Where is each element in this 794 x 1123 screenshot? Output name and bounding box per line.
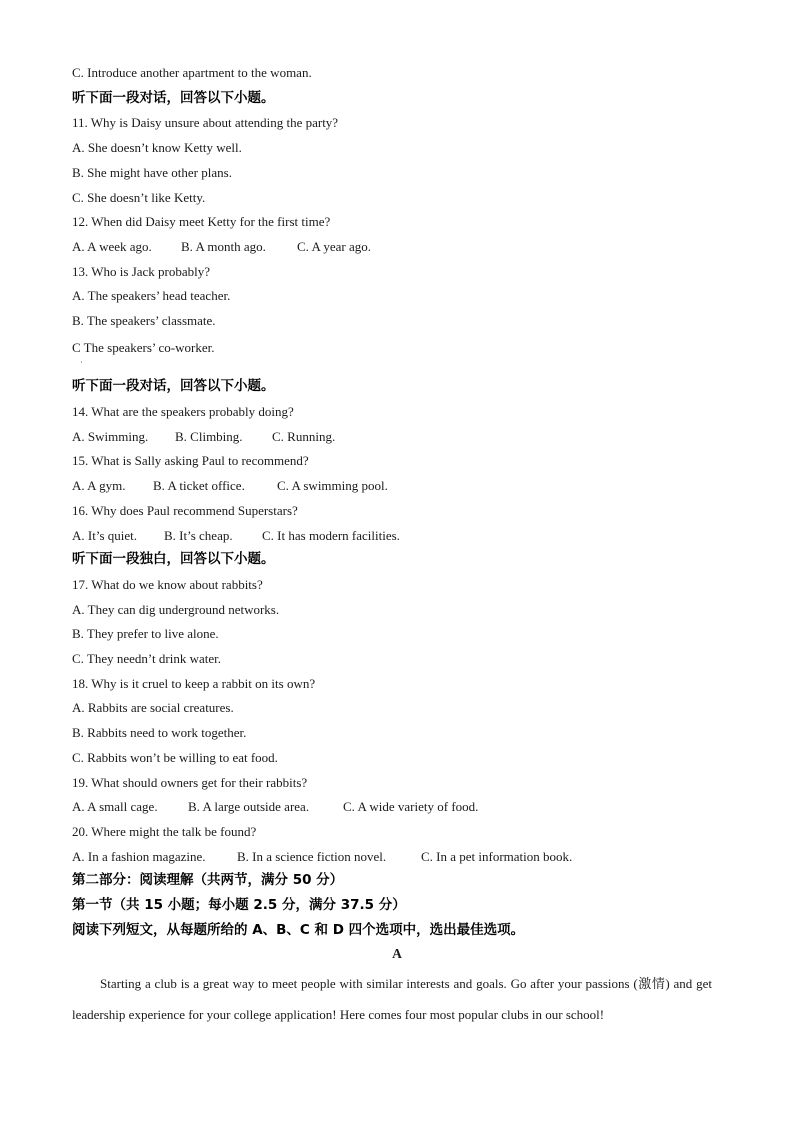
options-15 [72, 478, 388, 494]
options-12 [72, 239, 371, 255]
passage-text: Starting a club is a great way to meet people with similar interests and goals. Go after your passions (激情) and get leadership experience for your college application! Here comes four most popular clubs in our school! [72, 976, 712, 1022]
option-15a: A. A gym. [72, 478, 126, 493]
reading-instructions: 阅读下列短文，从每题所给的 A、B、C 和 D 四个选项中，选出最佳选项。 [72, 922, 525, 938]
question-15: 15. What is Sally asking Paul to recommend? [72, 453, 309, 468]
question-19: 19. What should owners get for their rabbits? [72, 775, 308, 790]
option-20c: C. In a pet information book. [421, 849, 573, 864]
option-15b: B. A ticket office. [153, 478, 245, 493]
section-heading-monologue: 听下面一段独白，回答以下小题。 [72, 551, 275, 567]
option-12a: A. A week ago. [72, 239, 152, 254]
option-16a: A. It’s quiet. [72, 528, 137, 543]
question-14: 14. What are the speakers probably doing? [72, 404, 294, 419]
option-12b: B. A month ago. [181, 239, 266, 254]
option-13a: A. The speakers’ head teacher. [72, 288, 231, 303]
option-14c: C. Running. [272, 429, 336, 444]
option-10c: C. Introduce another apartment to the woman. [72, 65, 312, 80]
part-two-heading: 第二部分：阅读理解（共两节，满分 50 分） [72, 872, 344, 888]
question-18: 18. Why is it cruel to keep a rabbit on its own? [72, 676, 316, 691]
option-11a: A. She doesn’t know Ketty well. [72, 140, 242, 155]
question-17: 17. What do we know about rabbits? [72, 577, 263, 592]
question-16: 16. Why does Paul recommend Superstars? [72, 503, 298, 518]
option-18b: B. Rabbits need to work together. [72, 725, 247, 740]
option-13b: B. The speakers’ classmate. [72, 313, 216, 328]
section-heading-dialogue: 听下面一段对话，回答以下小题。 [72, 378, 275, 394]
options-20 [72, 849, 572, 865]
section-heading-dialogue: 听下面一段对话，回答以下小题。 [72, 90, 275, 106]
option-14a: A. Swimming. [72, 429, 149, 444]
passage-label-a: A [392, 946, 402, 961]
question-13: 13. Who is Jack probably? [72, 264, 211, 279]
option-15c: C. A swimming pool. [277, 478, 388, 493]
question-20: 20. Where might the talk be found? [72, 824, 257, 839]
options-16 [72, 528, 400, 544]
option-20b: B. In a science fiction novel. [237, 849, 387, 864]
option-17a: A. They can dig underground networks. [72, 602, 280, 617]
options-19 [72, 799, 478, 815]
options-14 [72, 429, 335, 445]
option-19b: B. A large outside area. [188, 799, 310, 814]
option-13c: C The speakers’ co-worker. [72, 340, 215, 355]
option-17c: C. They needn’t drink water. [72, 651, 221, 666]
option-18a: A. Rabbits are social creatures. [72, 700, 234, 715]
option-11b: B. She might have other plans. [72, 165, 232, 180]
section-one-heading: 第一节（共 15 小题；每小题 2.5 分，满分 37.5 分） [72, 897, 406, 913]
option-18c: C. Rabbits won’t be willing to eat food. [72, 750, 278, 765]
stray-dot-mark: · [80, 358, 83, 367]
option-20a: A. In a fashion magazine. [72, 849, 206, 864]
option-19a: A. A small cage. [72, 799, 158, 814]
question-12: 12. When did Daisy meet Ketty for the first time? [72, 214, 331, 229]
option-11c: C. She doesn’t like Ketty. [72, 190, 206, 205]
option-16b: B. It’s cheap. [164, 528, 233, 543]
option-19c: C. A wide variety of food. [343, 799, 479, 814]
option-14b: B. Climbing. [175, 429, 243, 444]
question-11: 11. Why is Daisy unsure about attending the party? [72, 115, 339, 130]
option-17b: B. They prefer to live alone. [72, 626, 219, 641]
option-12c: C. A year ago. [297, 239, 372, 254]
option-16c: C. It has modern facilities. [262, 528, 400, 543]
